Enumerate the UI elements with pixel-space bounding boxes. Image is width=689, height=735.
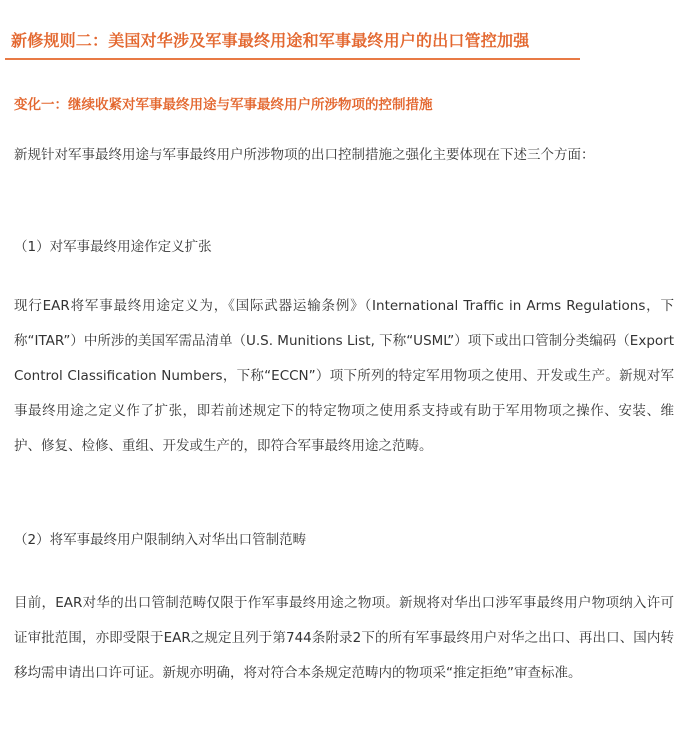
section-title: 新修规则二：美国对华涉及军事最终用途和军事最终用户的出口管控加强	[11, 31, 530, 50]
section-header	[5, 22, 580, 60]
item2-body: 目前，EAR对华的出口管制范畴仅限于作军事最终用途之物项。新规将对华出口涉军事最终用户物项纳入许可证审批范围，亦即受限于EAR之规定且列于第744条附录2下的所有军事最终用户对华之出口、再出口、国内转移均需申请出口许可证。新规亦明确，将对符合本条规定范畴内的物项采“推定拒绝”审查标准。	[14, 595, 674, 681]
intro-paragraph: 新规针对军事最终用途与军事最终用户所涉物项的出口控制措施之强化主要体现在下述三个方面：	[14, 147, 595, 163]
item1-heading: （1）对军事最终用途作定义扩张	[14, 239, 212, 255]
item2-heading: （2）将军事最终用户限制纳入对华出口管制范畴	[14, 532, 307, 548]
item1-body: 现行EAR将军事最终用途定义为，《国际武器运输条例》（International Traffic in Arms Regulations，下称“ITAR”）中所涉的美国军需品清单（U.S. Munitions List, 下称“USML”）项下或出口管制分类编码（Export Control Classification Numbers，下称“ECCN”）项下所列的特定军用物项之使用、开发或生产。新规对军事最终用途之定义作了扩张，即若前述规定下的特定物项之使用系支持或有助于军用物项之操作、安装、维护、修复、检修、重组、开发或生产的，即符合军事最终用途之范畴。	[14, 298, 674, 454]
change-subtitle: 变化一：继续收紧对军事最终用途与军事最终用户所涉物项的控制措施	[14, 97, 433, 113]
